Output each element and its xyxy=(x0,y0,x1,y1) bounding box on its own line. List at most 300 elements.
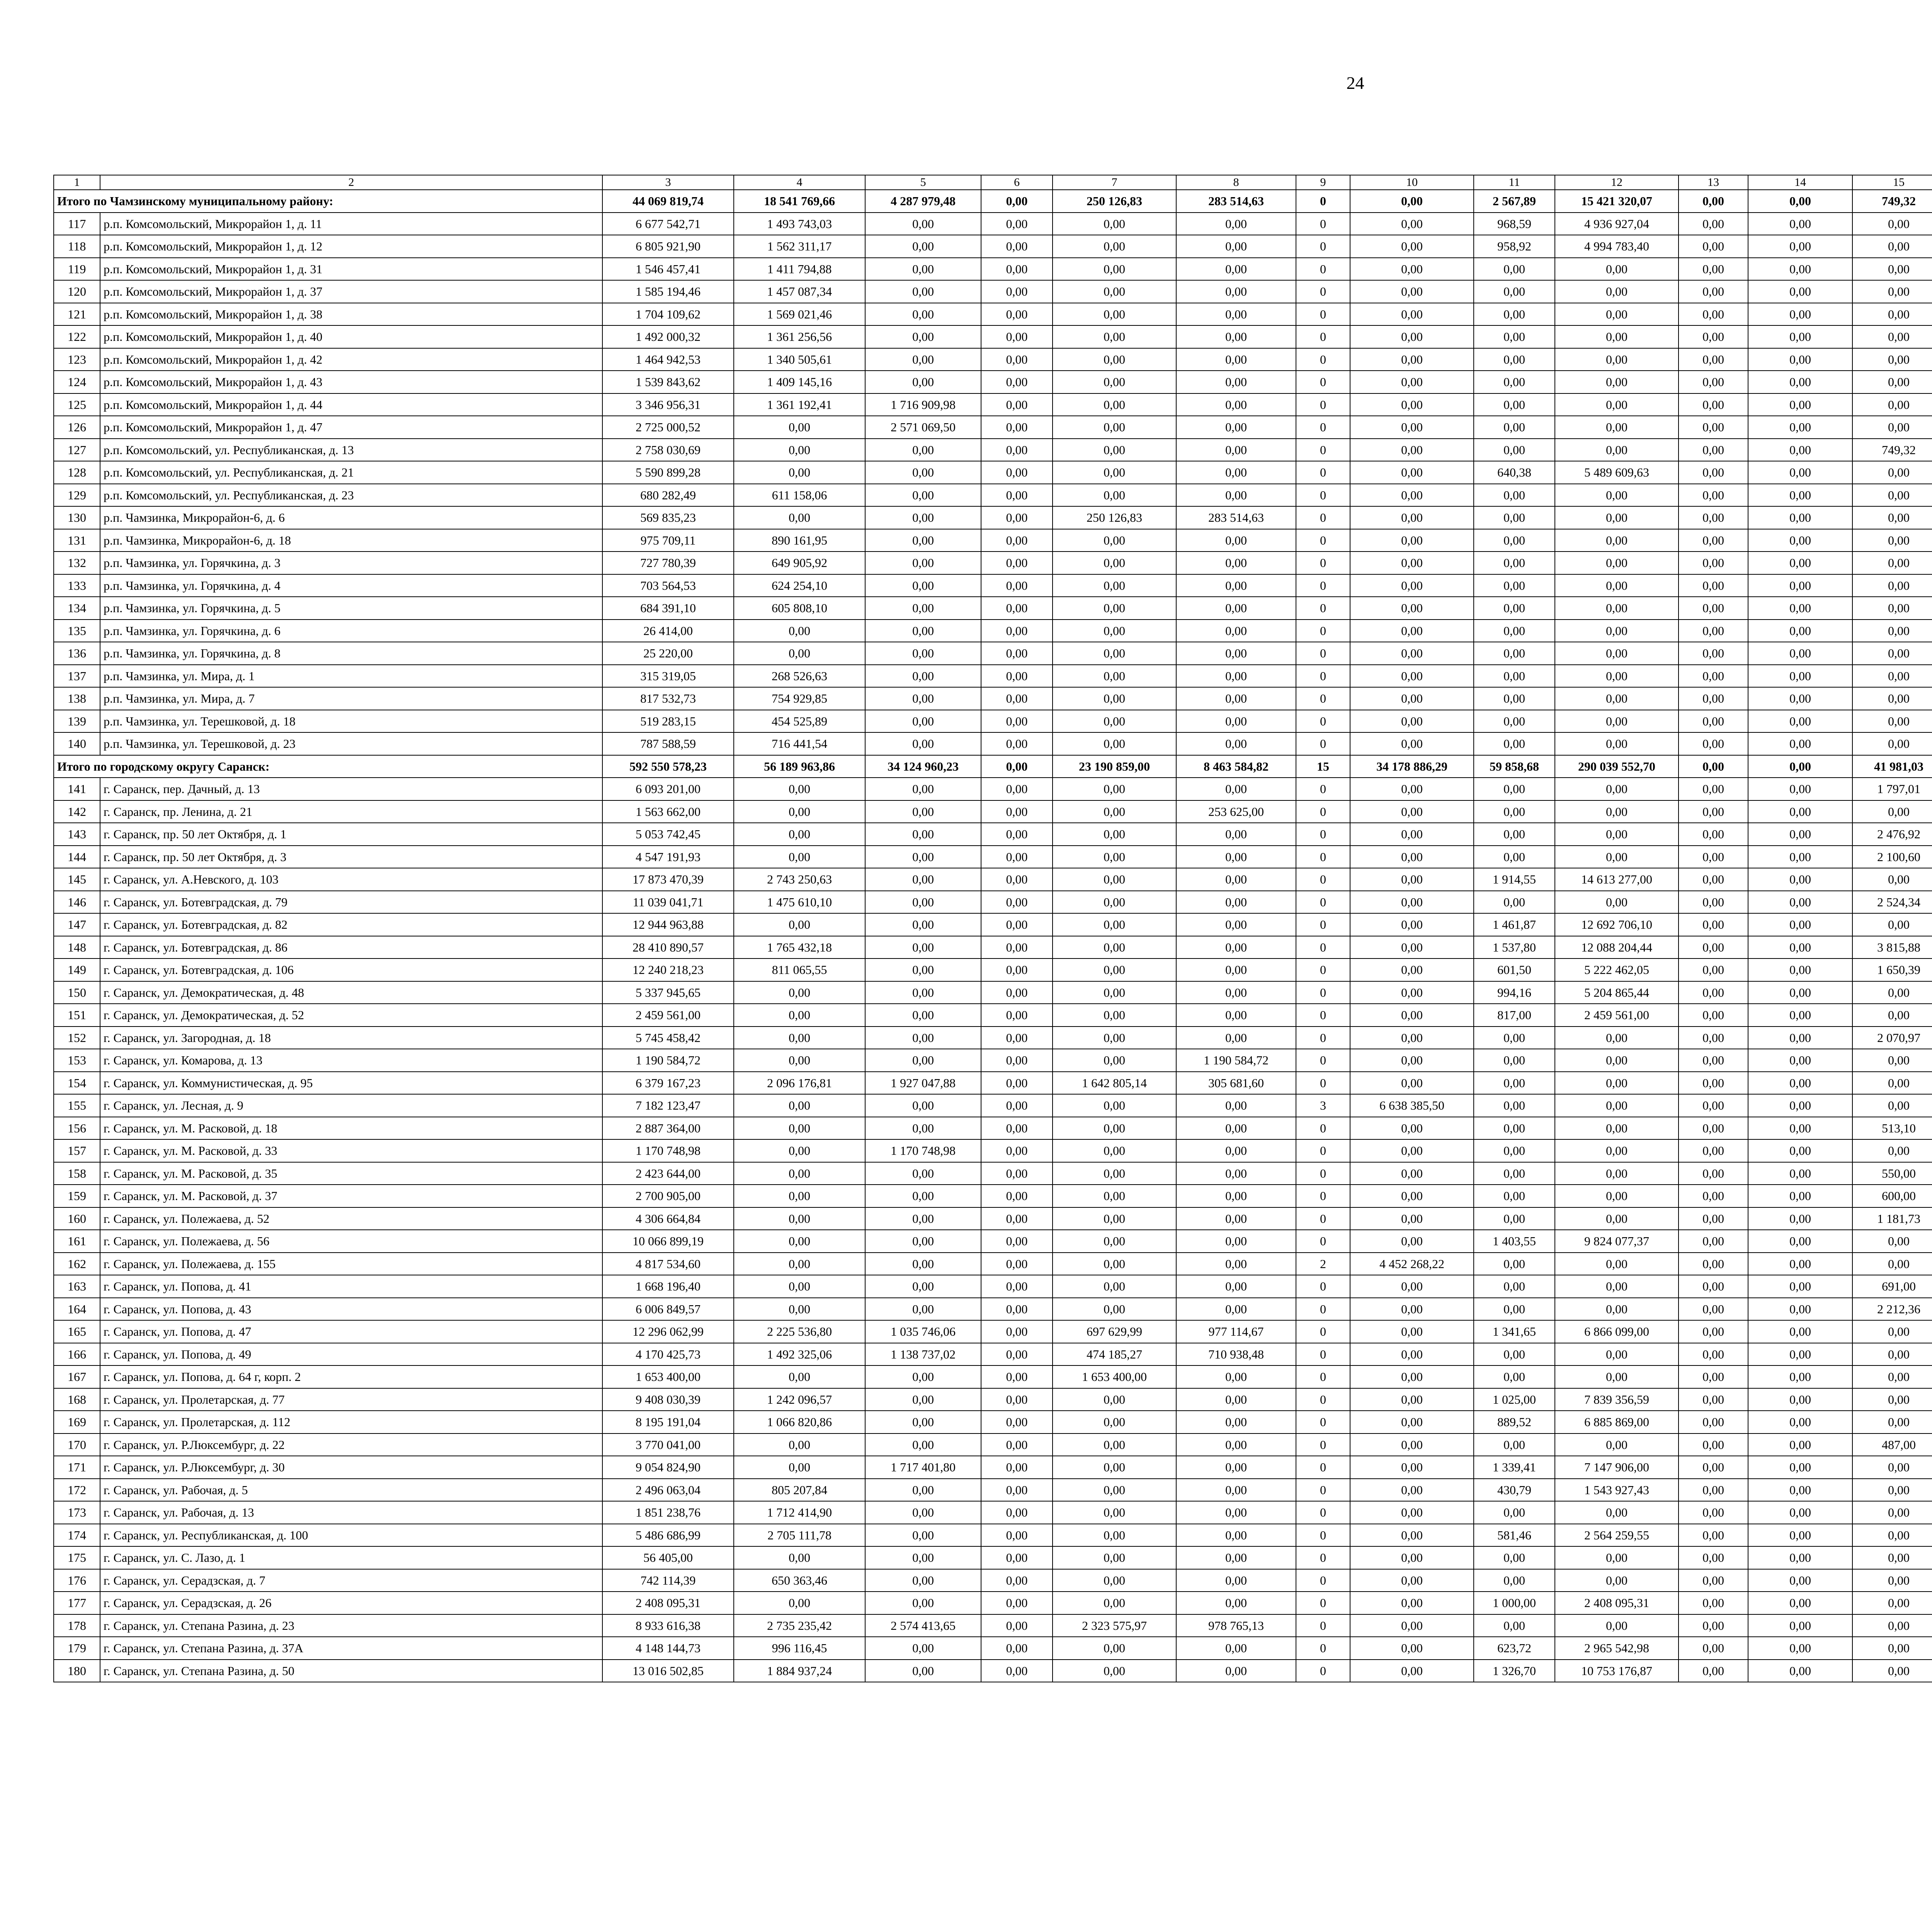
value-cell: 0,00 xyxy=(1053,1275,1176,1298)
value-cell: 0,00 xyxy=(1679,1275,1748,1298)
table-row xyxy=(54,936,1932,959)
value-cell: 0,00 xyxy=(1176,1185,1296,1207)
value-cell: 0,00 xyxy=(1748,1524,1852,1547)
subtotal-value-cell: 0,00 xyxy=(1748,190,1852,213)
value-cell: 0,00 xyxy=(1053,891,1176,914)
address-cell: р.п. Комсомольский, Микрорайон 1, д. 44 xyxy=(100,393,602,416)
value-cell: 0,00 xyxy=(1555,1162,1679,1185)
value-cell: 0,00 xyxy=(1852,1546,1932,1569)
value-cell: 0,00 xyxy=(1555,642,1679,665)
value-cell: 0 xyxy=(1296,642,1350,665)
value-cell: 727 780,39 xyxy=(602,552,734,574)
table-row xyxy=(54,1230,1932,1253)
address-cell: р.п. Комсомольский, Микрорайон 1, д. 40 xyxy=(100,325,602,348)
value-cell: 0,00 xyxy=(1555,1501,1679,1524)
value-cell: 0,00 xyxy=(1748,325,1852,348)
value-cell: 0,00 xyxy=(1474,325,1555,348)
value-cell: 0,00 xyxy=(1176,710,1296,733)
value-cell: 0,00 xyxy=(734,778,865,800)
value-cell: 0,00 xyxy=(1679,1637,1748,1660)
subtotal-value-cell: 250 126,83 xyxy=(1053,190,1176,213)
subtotal-value-cell: 59 858,68 xyxy=(1474,755,1555,778)
address-cell: г. Саранск, ул. Загородная, д. 18 xyxy=(100,1027,602,1049)
value-cell: 0,00 xyxy=(1748,778,1852,800)
value-cell: 0,00 xyxy=(1176,936,1296,959)
table-row xyxy=(54,393,1932,416)
value-cell: 0,00 xyxy=(1748,891,1852,914)
value-cell: 1 361 256,56 xyxy=(734,325,865,348)
value-cell: 817,00 xyxy=(1474,1004,1555,1027)
table-row xyxy=(54,258,1932,281)
value-cell: 0,00 xyxy=(1176,529,1296,552)
value-cell: 0,00 xyxy=(1176,732,1296,755)
value-cell: 268 526,63 xyxy=(734,665,865,688)
value-cell: 0,00 xyxy=(1176,280,1296,303)
value-cell: 787 588,59 xyxy=(602,732,734,755)
value-cell: 1 190 584,72 xyxy=(602,1049,734,1072)
value-cell: 0,00 xyxy=(734,1207,865,1230)
value-cell: 0 xyxy=(1296,348,1350,371)
value-cell: 1 190 584,72 xyxy=(1176,1049,1296,1072)
address-cell: г. Саранск, ул. Серадзская, д. 7 xyxy=(100,1569,602,1592)
row-number-cell: 162 xyxy=(54,1253,100,1275)
value-cell: 0,00 xyxy=(1748,416,1852,439)
value-cell: 0,00 xyxy=(1053,710,1176,733)
value-cell: 0,00 xyxy=(1176,1139,1296,1162)
value-cell: 0,00 xyxy=(1679,687,1748,710)
value-cell: 1 546 457,41 xyxy=(602,258,734,281)
value-cell: 0,00 xyxy=(1748,1411,1852,1433)
value-cell: 0,00 xyxy=(1748,371,1852,393)
value-cell: 0,00 xyxy=(1679,1546,1748,1569)
value-cell: 0,00 xyxy=(1748,213,1852,235)
value-cell: 0,00 xyxy=(1852,529,1932,552)
address-cell: г. Саранск, ул. Демократическая, д. 52 xyxy=(100,1004,602,1027)
value-cell: 0 xyxy=(1296,846,1350,868)
value-cell: 0,00 xyxy=(1176,1253,1296,1275)
value-cell: 0,00 xyxy=(1679,325,1748,348)
value-cell: 1 650,39 xyxy=(1852,958,1932,981)
value-cell: 0,00 xyxy=(1474,1027,1555,1049)
value-cell: 0,00 xyxy=(1350,1004,1474,1027)
value-cell: 0,00 xyxy=(1350,1072,1474,1095)
subtotal-value-cell: 283 514,63 xyxy=(1176,190,1296,213)
value-cell: 0,00 xyxy=(1350,393,1474,416)
table-row xyxy=(54,1320,1932,1343)
row-number-cell: 122 xyxy=(54,325,100,348)
value-cell: 0,00 xyxy=(1176,1569,1296,1592)
value-cell: 0,00 xyxy=(1350,1162,1474,1185)
value-cell: 0,00 xyxy=(1053,1027,1176,1049)
value-cell: 0,00 xyxy=(1852,1094,1932,1117)
row-number-cell: 171 xyxy=(54,1456,100,1479)
value-cell: 0,00 xyxy=(1053,1230,1176,1253)
value-cell: 1 914,55 xyxy=(1474,868,1555,891)
value-cell: 0,00 xyxy=(1748,823,1852,846)
value-cell: 1 492 325,06 xyxy=(734,1343,865,1366)
value-cell: 0,00 xyxy=(981,868,1053,891)
value-cell: 0,00 xyxy=(1474,1365,1555,1388)
value-cell: 0,00 xyxy=(1555,1343,1679,1366)
value-cell: 0,00 xyxy=(1852,913,1932,936)
value-cell: 0,00 xyxy=(1852,1072,1932,1095)
value-cell: 0,00 xyxy=(1474,1185,1555,1207)
table-row xyxy=(54,1569,1932,1592)
value-cell: 0,00 xyxy=(981,1660,1053,1682)
value-cell: 0,00 xyxy=(1679,1049,1748,1072)
value-cell: 0,00 xyxy=(1474,1433,1555,1456)
value-cell: 0,00 xyxy=(1679,891,1748,914)
table-row xyxy=(54,1139,1932,1162)
table-row xyxy=(54,574,1932,597)
address-cell: г. Саранск, ул. Комарова, д. 13 xyxy=(100,1049,602,1072)
address-cell: р.п. Чамзинка, ул. Горячкина, д. 6 xyxy=(100,620,602,642)
value-cell: 5 053 742,45 xyxy=(602,823,734,846)
value-cell: 0,00 xyxy=(1474,732,1555,755)
value-cell: 0,00 xyxy=(1679,574,1748,597)
value-cell: 0 xyxy=(1296,1569,1350,1592)
value-cell: 0,00 xyxy=(981,1253,1053,1275)
value-cell: 2 965 542,98 xyxy=(1555,1637,1679,1660)
value-cell: 0,00 xyxy=(1748,484,1852,507)
value-cell: 0,00 xyxy=(865,936,981,959)
value-cell: 0,00 xyxy=(1176,552,1296,574)
value-cell: 0 xyxy=(1296,1185,1350,1207)
row-number-cell: 136 xyxy=(54,642,100,665)
value-cell: 0,00 xyxy=(981,1365,1053,1388)
table-row xyxy=(54,348,1932,371)
address-cell: г. Саранск, ул. Полежаева, д. 155 xyxy=(100,1253,602,1275)
value-cell: 1 475 610,10 xyxy=(734,891,865,914)
value-cell: 1 035 746,06 xyxy=(865,1320,981,1343)
value-cell: 1 585 194,46 xyxy=(602,280,734,303)
value-cell: 3 770 041,00 xyxy=(602,1433,734,1456)
value-cell: 0,00 xyxy=(1679,597,1748,620)
value-cell: 0,00 xyxy=(1176,868,1296,891)
value-cell: 0,00 xyxy=(1350,891,1474,914)
subtotal-value-cell: 56 189 963,86 xyxy=(734,755,865,778)
value-cell: 0,00 xyxy=(1852,1479,1932,1502)
value-cell: 0,00 xyxy=(1748,574,1852,597)
value-cell: 0,00 xyxy=(865,1298,981,1321)
value-cell: 1 493 743,03 xyxy=(734,213,865,235)
value-cell: 0,00 xyxy=(1748,1230,1852,1253)
value-cell: 0,00 xyxy=(981,1094,1053,1117)
address-cell: г. Саранск, ул. Степана Разина, д. 23 xyxy=(100,1614,602,1637)
value-cell: 1 717 401,80 xyxy=(865,1456,981,1479)
value-cell: 0,00 xyxy=(1555,1185,1679,1207)
address-cell: г. Саранск, ул. М. Расковой, д. 33 xyxy=(100,1139,602,1162)
value-cell: 0,00 xyxy=(1053,325,1176,348)
value-cell: 0,00 xyxy=(1679,1501,1748,1524)
address-cell: г. Саранск, ул. Пролетарская, д. 112 xyxy=(100,1411,602,1433)
value-cell: 0,00 xyxy=(1679,1253,1748,1275)
table-row xyxy=(54,665,1932,688)
value-cell: 0,00 xyxy=(1053,800,1176,823)
value-cell: 2 423 644,00 xyxy=(602,1162,734,1185)
value-cell: 0,00 xyxy=(1053,665,1176,688)
value-cell: 2 100,60 xyxy=(1852,846,1932,868)
value-cell: 513,10 xyxy=(1852,1117,1932,1140)
value-cell: 0,00 xyxy=(981,1637,1053,1660)
value-cell: 569 835,23 xyxy=(602,506,734,529)
value-cell: 0,00 xyxy=(865,1479,981,1502)
table-row xyxy=(54,868,1932,891)
value-cell: 0,00 xyxy=(981,1569,1053,1592)
value-cell: 7 182 123,47 xyxy=(602,1094,734,1117)
value-cell: 5 337 945,65 xyxy=(602,981,734,1004)
value-cell: 0,00 xyxy=(981,1207,1053,1230)
value-cell: 0,00 xyxy=(1852,1253,1932,1275)
value-cell: 0,00 xyxy=(865,1049,981,1072)
value-cell: 0,00 xyxy=(1555,1027,1679,1049)
value-cell: 0,00 xyxy=(1679,710,1748,733)
value-cell: 0,00 xyxy=(1748,1456,1852,1479)
value-cell: 0,00 xyxy=(865,1592,981,1614)
value-cell: 0 xyxy=(1296,1072,1350,1095)
subtotal-value-cell: 0,00 xyxy=(1679,190,1748,213)
value-cell: 0,00 xyxy=(1053,280,1176,303)
value-cell: 0,00 xyxy=(734,1592,865,1614)
address-cell: г. Саранск, ул. Ботевградская, д. 79 xyxy=(100,891,602,914)
row-number-cell: 132 xyxy=(54,552,100,574)
value-cell: 0,00 xyxy=(1474,778,1555,800)
value-cell: 650 363,46 xyxy=(734,1569,865,1592)
value-cell: 605 808,10 xyxy=(734,597,865,620)
value-cell: 0,00 xyxy=(981,258,1053,281)
value-cell: 1 653 400,00 xyxy=(602,1365,734,1388)
address-cell: р.п. Чамзинка, ул. Горячкина, д. 8 xyxy=(100,642,602,665)
address-cell: р.п. Чамзинка, ул. Горячкина, д. 5 xyxy=(100,597,602,620)
value-cell: 0,00 xyxy=(981,1049,1053,1072)
address-cell: г. Саранск, ул. Попова, д. 43 xyxy=(100,1298,602,1321)
value-cell: 0,00 xyxy=(1053,258,1176,281)
value-cell: 0,00 xyxy=(1474,1298,1555,1321)
table-row xyxy=(54,732,1932,755)
row-number-cell: 139 xyxy=(54,710,100,733)
value-cell: 0,00 xyxy=(1350,574,1474,597)
subtotal-value-cell: 0 xyxy=(1296,190,1350,213)
value-cell: 0 xyxy=(1296,1343,1350,1366)
value-cell: 0,00 xyxy=(1176,393,1296,416)
column-number-cell: 11 xyxy=(1474,175,1555,190)
value-cell: 0,00 xyxy=(1350,1614,1474,1637)
value-cell: 0,00 xyxy=(1679,529,1748,552)
value-cell: 0,00 xyxy=(1748,1637,1852,1660)
table-row xyxy=(54,416,1932,439)
value-cell: 0,00 xyxy=(1474,1275,1555,1298)
value-cell: 0,00 xyxy=(1748,1501,1852,1524)
value-cell: 0,00 xyxy=(865,213,981,235)
value-cell: 0,00 xyxy=(981,665,1053,688)
value-cell: 0,00 xyxy=(1748,552,1852,574)
value-cell: 0,00 xyxy=(1350,1433,1474,1456)
value-cell: 1 138 737,02 xyxy=(865,1343,981,1366)
value-cell: 0,00 xyxy=(1053,868,1176,891)
value-cell: 0,00 xyxy=(1679,1524,1748,1547)
value-cell: 0,00 xyxy=(1748,1094,1852,1117)
value-cell: 0,00 xyxy=(865,1027,981,1049)
value-cell: 0 xyxy=(1296,958,1350,981)
value-cell: 0,00 xyxy=(1350,1275,1474,1298)
value-cell: 0,00 xyxy=(1679,1004,1748,1027)
value-cell: 624 254,10 xyxy=(734,574,865,597)
value-cell: 0 xyxy=(1296,1411,1350,1433)
value-cell: 1 066 820,86 xyxy=(734,1411,865,1433)
value-cell: 0 xyxy=(1296,1388,1350,1411)
table-row xyxy=(54,1456,1932,1479)
value-cell: 0,00 xyxy=(1679,1207,1748,1230)
value-cell: 0,00 xyxy=(1176,913,1296,936)
value-cell: 0,00 xyxy=(1350,687,1474,710)
value-cell: 1 668 196,40 xyxy=(602,1275,734,1298)
value-cell: 0,00 xyxy=(1053,484,1176,507)
value-cell: 0,00 xyxy=(1555,597,1679,620)
value-cell: 0,00 xyxy=(1474,823,1555,846)
value-cell: 0,00 xyxy=(1748,348,1852,371)
value-cell: 12 692 706,10 xyxy=(1555,913,1679,936)
value-cell: 0,00 xyxy=(734,981,865,1004)
address-cell: р.п. Комсомольский, Микрорайон 1, д. 31 xyxy=(100,258,602,281)
value-cell: 0,00 xyxy=(1679,235,1748,258)
value-cell: 0,00 xyxy=(1555,846,1679,868)
value-cell: 0,00 xyxy=(981,1388,1053,1411)
row-number-cell: 158 xyxy=(54,1162,100,1185)
register-table xyxy=(53,175,1932,1682)
value-cell: 0,00 xyxy=(734,1365,865,1388)
value-cell: 6 093 201,00 xyxy=(602,778,734,800)
value-cell: 0,00 xyxy=(1679,280,1748,303)
value-cell: 0,00 xyxy=(1679,1320,1748,1343)
value-cell: 0,00 xyxy=(981,1546,1053,1569)
table-row xyxy=(54,235,1932,258)
value-cell: 0,00 xyxy=(1852,981,1932,1004)
value-cell: 0,00 xyxy=(1852,1569,1932,1592)
row-number-cell: 123 xyxy=(54,348,100,371)
value-cell: 0,00 xyxy=(1852,597,1932,620)
value-cell: 1 340 505,61 xyxy=(734,348,865,371)
value-cell: 2 887 364,00 xyxy=(602,1117,734,1140)
subtotal-label: Итого по городскому округу Саранск: xyxy=(54,755,602,778)
value-cell: 0,00 xyxy=(1852,1411,1932,1433)
value-cell: 0,00 xyxy=(1679,1162,1748,1185)
row-number-cell: 176 xyxy=(54,1569,100,1592)
value-cell: 1 797,01 xyxy=(1852,778,1932,800)
value-cell: 0,00 xyxy=(1176,325,1296,348)
row-number-cell: 151 xyxy=(54,1004,100,1027)
value-cell: 0,00 xyxy=(734,800,865,823)
value-cell: 0,00 xyxy=(1748,1117,1852,1140)
value-cell: 0,00 xyxy=(981,642,1053,665)
value-cell: 4 936 927,04 xyxy=(1555,213,1679,235)
value-cell: 0,00 xyxy=(981,1298,1053,1321)
value-cell: 0,00 xyxy=(865,1433,981,1456)
subtotal-value-cell: 0,00 xyxy=(981,755,1053,778)
address-cell: р.п. Комсомольский, Микрорайон 1, д. 37 xyxy=(100,280,602,303)
value-cell: 0,00 xyxy=(865,258,981,281)
column-number-cell: 5 xyxy=(865,175,981,190)
value-cell: 0,00 xyxy=(865,1501,981,1524)
value-cell: 430,79 xyxy=(1474,1479,1555,1502)
value-cell: 0,00 xyxy=(1053,823,1176,846)
table-row xyxy=(54,325,1932,348)
value-cell: 0,00 xyxy=(1053,1162,1176,1185)
value-cell: 0,00 xyxy=(1748,1207,1852,1230)
row-number-cell: 148 xyxy=(54,936,100,959)
value-cell: 0,00 xyxy=(1176,416,1296,439)
table-row xyxy=(54,1546,1932,1569)
table-row xyxy=(54,1027,1932,1049)
value-cell: 0 xyxy=(1296,574,1350,597)
address-cell: р.п. Чамзинка, ул. Горячкина, д. 4 xyxy=(100,574,602,597)
value-cell: 1 716 909,98 xyxy=(865,393,981,416)
value-cell: 0,00 xyxy=(1350,665,1474,688)
value-cell: 12 088 204,44 xyxy=(1555,936,1679,959)
value-cell: 0 xyxy=(1296,687,1350,710)
value-cell: 0 xyxy=(1296,1117,1350,1140)
value-cell: 0,00 xyxy=(1474,1569,1555,1592)
value-cell: 0,00 xyxy=(1176,235,1296,258)
value-cell: 0,00 xyxy=(1555,1614,1679,1637)
table-row xyxy=(54,1592,1932,1614)
value-cell: 0,00 xyxy=(1679,1365,1748,1388)
value-cell: 0,00 xyxy=(1053,439,1176,461)
value-cell: 0,00 xyxy=(1176,891,1296,914)
value-cell: 1 461,87 xyxy=(1474,913,1555,936)
value-cell: 0,00 xyxy=(865,846,981,868)
value-cell: 6 006 849,57 xyxy=(602,1298,734,1321)
value-cell: 0,00 xyxy=(1555,800,1679,823)
value-cell: 0,00 xyxy=(734,642,865,665)
subtotal-value-cell: 18 541 769,66 xyxy=(734,190,865,213)
value-cell: 0,00 xyxy=(1176,642,1296,665)
value-cell: 0,00 xyxy=(1053,1094,1176,1117)
value-cell: 0,00 xyxy=(1176,687,1296,710)
table-row xyxy=(54,461,1932,484)
value-cell: 0,00 xyxy=(981,506,1053,529)
value-cell: 0,00 xyxy=(1176,1637,1296,1660)
value-cell: 0,00 xyxy=(1053,1546,1176,1569)
value-cell: 0,00 xyxy=(1053,1004,1176,1027)
value-cell: 0,00 xyxy=(1350,1207,1474,1230)
value-cell: 0,00 xyxy=(1555,1139,1679,1162)
value-cell: 0 xyxy=(1296,439,1350,461)
table-row xyxy=(54,439,1932,461)
value-cell: 0,00 xyxy=(1748,642,1852,665)
table-row xyxy=(54,1343,1932,1366)
value-cell: 0,00 xyxy=(1053,913,1176,936)
value-cell: 0,00 xyxy=(1053,348,1176,371)
value-cell: 0,00 xyxy=(865,1230,981,1253)
row-number-cell: 129 xyxy=(54,484,100,507)
subtotal-value-cell: 2 567,89 xyxy=(1474,190,1555,213)
value-cell: 0,00 xyxy=(981,1072,1053,1095)
value-cell: 994,16 xyxy=(1474,981,1555,1004)
value-cell: 0,00 xyxy=(1474,348,1555,371)
value-cell: 0 xyxy=(1296,620,1350,642)
value-cell: 0,00 xyxy=(981,958,1053,981)
value-cell: 0,00 xyxy=(865,732,981,755)
value-cell: 0,00 xyxy=(1350,280,1474,303)
value-cell: 0,00 xyxy=(1350,552,1474,574)
value-cell: 0 xyxy=(1296,1004,1350,1027)
table-row xyxy=(54,1049,1932,1072)
value-cell: 0,00 xyxy=(1852,371,1932,393)
value-cell: 0,00 xyxy=(1350,1411,1474,1433)
value-cell: 0,00 xyxy=(1748,958,1852,981)
value-cell: 968,59 xyxy=(1474,213,1555,235)
value-cell: 1 569 021,46 xyxy=(734,303,865,326)
